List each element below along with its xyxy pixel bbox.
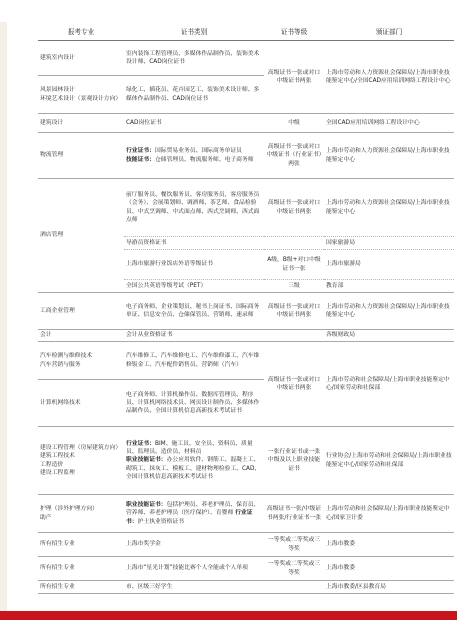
major-cell: 汽车检测与维修技术 汽车营销与服务 [38, 342, 124, 380]
level-cell: 高级证书一张/中级证书两张/行业证书一张 [264, 495, 324, 533]
major-cell: 建筑室内设计 [38, 41, 124, 76]
cert-cell: 室内装饰工程管理员、多媒体作品制作员、装饰美术设计师、CAD岗位证书 [124, 41, 264, 76]
issuer-cell: 上海市教委 [324, 557, 454, 581]
major-cell: 所有招生专业 [38, 557, 124, 581]
issuer-cell: 全国CAD应用培训网络工程设计中心 [324, 114, 454, 133]
major-cell: 酒店管理 [38, 179, 124, 293]
header-cert-type: 证书类别 [124, 25, 264, 41]
level-cell: 三级 [264, 280, 324, 293]
table-row [38, 581, 454, 594]
major-cell: 所有招生专业 [38, 581, 124, 594]
cert-text: BIM、施工员、安全员、资料员、质量员、监理员、造价员、材料员 [126, 440, 253, 456]
major-cell: 计算机网络技术 [38, 380, 124, 427]
top-border [0, 0, 457, 22]
cert-cell: 全国公共英语等级考试（PET） [124, 280, 264, 293]
level-cell: 高级证书一张或对口中级证书两张 [264, 179, 324, 237]
cert-text: 仓储管理员、物流服务师、电子商务师 [155, 156, 254, 163]
major-cell: 所有招生专业 [38, 533, 124, 557]
issuer-cell: 上海市教委 [324, 533, 454, 557]
cert-text: 包括护理员、养老护理员、保育员、营养师、养老护理员（医疗保护）、育婴师 [126, 502, 260, 517]
cert-label: 技能证书： [126, 156, 155, 163]
header-cert-level: 证书等级 [264, 25, 324, 41]
cert-cell [124, 133, 264, 179]
issuer-cell: 上海市劳动和社会保障局/上海市职业技能鉴定中心/国家卫计委 [324, 495, 454, 533]
cert-cell: 汽车维修工、汽车维修电工、汽车维修漆工、汽车维修钣金工、汽车配件销售员、营销师（汽车） [124, 342, 264, 380]
cert-text: 国际贸易业务员、国际商务单证员 [155, 148, 242, 155]
cert-cell: 电子商务师、计算机操作员、数据库管理员、程序员、计算机网络技术员、网页设计制作员、多媒体作品制作员、全国计算机信息高新技术考试证书 [124, 380, 264, 427]
cert-cell [124, 427, 264, 495]
table-row [38, 533, 454, 557]
table-row [38, 179, 454, 237]
issuer-cell: 国家旅游局 [324, 237, 454, 250]
table-row [38, 114, 454, 133]
cert-cell: 上海市奖学金 [124, 533, 264, 557]
table-row [38, 427, 454, 495]
major-cell: 物流管理 [38, 133, 124, 179]
level-cell: 高级证书一张或对口中级证书两张 [264, 293, 324, 330]
table-row [38, 342, 454, 380]
table-row [38, 133, 454, 179]
cert-label: 职业技能证书： [126, 457, 167, 464]
issuer-cell: 上海市教委/区县教育局 [324, 581, 454, 594]
cert-cell: 会计从业资格证书 [124, 330, 264, 342]
cert-cell: 上海市旅游行业饭店外语等级证书 [124, 250, 264, 280]
issuer-cell: 上海市劳动和社会保障局/上海市职业技能鉴定中心/国家劳动和社保部 [324, 342, 454, 427]
cert-label: 行业证书： [126, 148, 155, 155]
major-cell: 建筑设计 [38, 114, 124, 133]
cert-cell: 上海市“星光计划”技能比赛个人全能或个人单项 [124, 557, 264, 581]
left-margin [0, 22, 7, 611]
level-cell: 中级 [264, 114, 324, 133]
issuer-cell: 上海市旅游局 [324, 250, 454, 280]
major-cell: 护理（涉外护理方向） 助产 [38, 495, 124, 533]
level-cell [264, 330, 324, 342]
table-header-row [38, 25, 454, 41]
table-row [38, 330, 454, 342]
level-cell [264, 237, 324, 250]
table-row [38, 495, 454, 533]
major-cell: 建设工程管理（房屋建筑方向） 建筑工程技术 工程造价 建设工程监理 [38, 427, 124, 495]
issuer-cell: 行业协会/上海市劳动和社会保障局/上海市职业技能鉴定中心/国家劳动和社保部 [324, 427, 454, 495]
cert-cell: CAD岗位证书 [124, 114, 264, 133]
level-cell [264, 581, 324, 594]
issuer-cell: 上海市劳动和人力资源社会保障局/上海市职业技能鉴定中心 [324, 293, 454, 330]
cert-cell: 导游员资格证书 [124, 237, 264, 250]
table-row [38, 41, 454, 76]
cert-cell [124, 495, 264, 533]
issuer-cell: 各级财政局 [324, 330, 454, 342]
table-row [38, 293, 454, 330]
level-cell: A级，B级+对口中级证书一张 [264, 250, 324, 280]
level-cell: 高级证书一张或对口中级证书两张 [264, 342, 324, 427]
major-cell: 工商企业管理 [38, 293, 124, 330]
table-row [38, 557, 454, 581]
header-major: 报考专业 [38, 25, 124, 41]
header-issuer: 颁证部门 [324, 25, 454, 41]
cert-cell: 绿化工、插花员、花卉园艺工、装饰美术设计师、多媒体作品制作员、CAD岗位证书 [124, 76, 264, 114]
cert-label: 行业证书： [126, 440, 155, 447]
issuer-cell: 上海市劳动和人力资源社会保障局/上海市职业技能鉴定中心/全国CAD应用培训网络工程设计中心 [324, 41, 454, 114]
major-cell: 风景园林设计 环境艺术设计（景观设计方向） [38, 76, 124, 114]
issuer-cell: 上海市劳动和人力资源社会保障局/上海市职业技能鉴定中心 [324, 179, 454, 237]
issuer-cell: 教育部 [324, 280, 454, 293]
level-cell: 一张行业证书或一张中级及以上职业技能证书 [264, 427, 324, 495]
level-cell: 高级证书一张或对口中级证书（行业证书）两张 [264, 133, 324, 179]
level-cell: 高级证书一张或对口中级证书两张 [264, 41, 324, 114]
cert-label: 职业技能证书： [126, 502, 167, 509]
cert-text: 护士执业资格证书 [137, 518, 184, 525]
cert-text: 办公应用软件、钢筋工、混凝土工、砌筑工、抹灰工、模板工、建材物理检验工、CAD、全国计算机信息高新技术考试证书 [126, 457, 261, 480]
level-cell: 一等奖或二等奖或三等奖 [264, 533, 324, 557]
major-cell: 会计 [38, 330, 124, 342]
cert-label: 行业证书： [126, 510, 253, 525]
bottom-red-band [0, 611, 457, 620]
cert-cell: 电子商务师、企业策划员、秘书上岗证书、国际商务单证、信息安全员、仓储保管员、营销师、速录师 [124, 293, 264, 330]
cert-cell: 前厅服务员、餐饮服务员、客房服务员、客房服务员（会务）、会展策划师、调酒师、茶艺师、食品检验员、中式烹调师、中式面点师、西式烹调师、西式面点师 [124, 179, 264, 237]
issuer-cell: 上海市劳动和人力资源社会保障局/上海市职业技能鉴定中心 [324, 133, 454, 179]
cert-cell: 市、区级三好学生 [124, 581, 264, 594]
level-cell: 一等奖或二等奖或三等奖 [264, 557, 324, 581]
certificate-table [38, 25, 454, 594]
